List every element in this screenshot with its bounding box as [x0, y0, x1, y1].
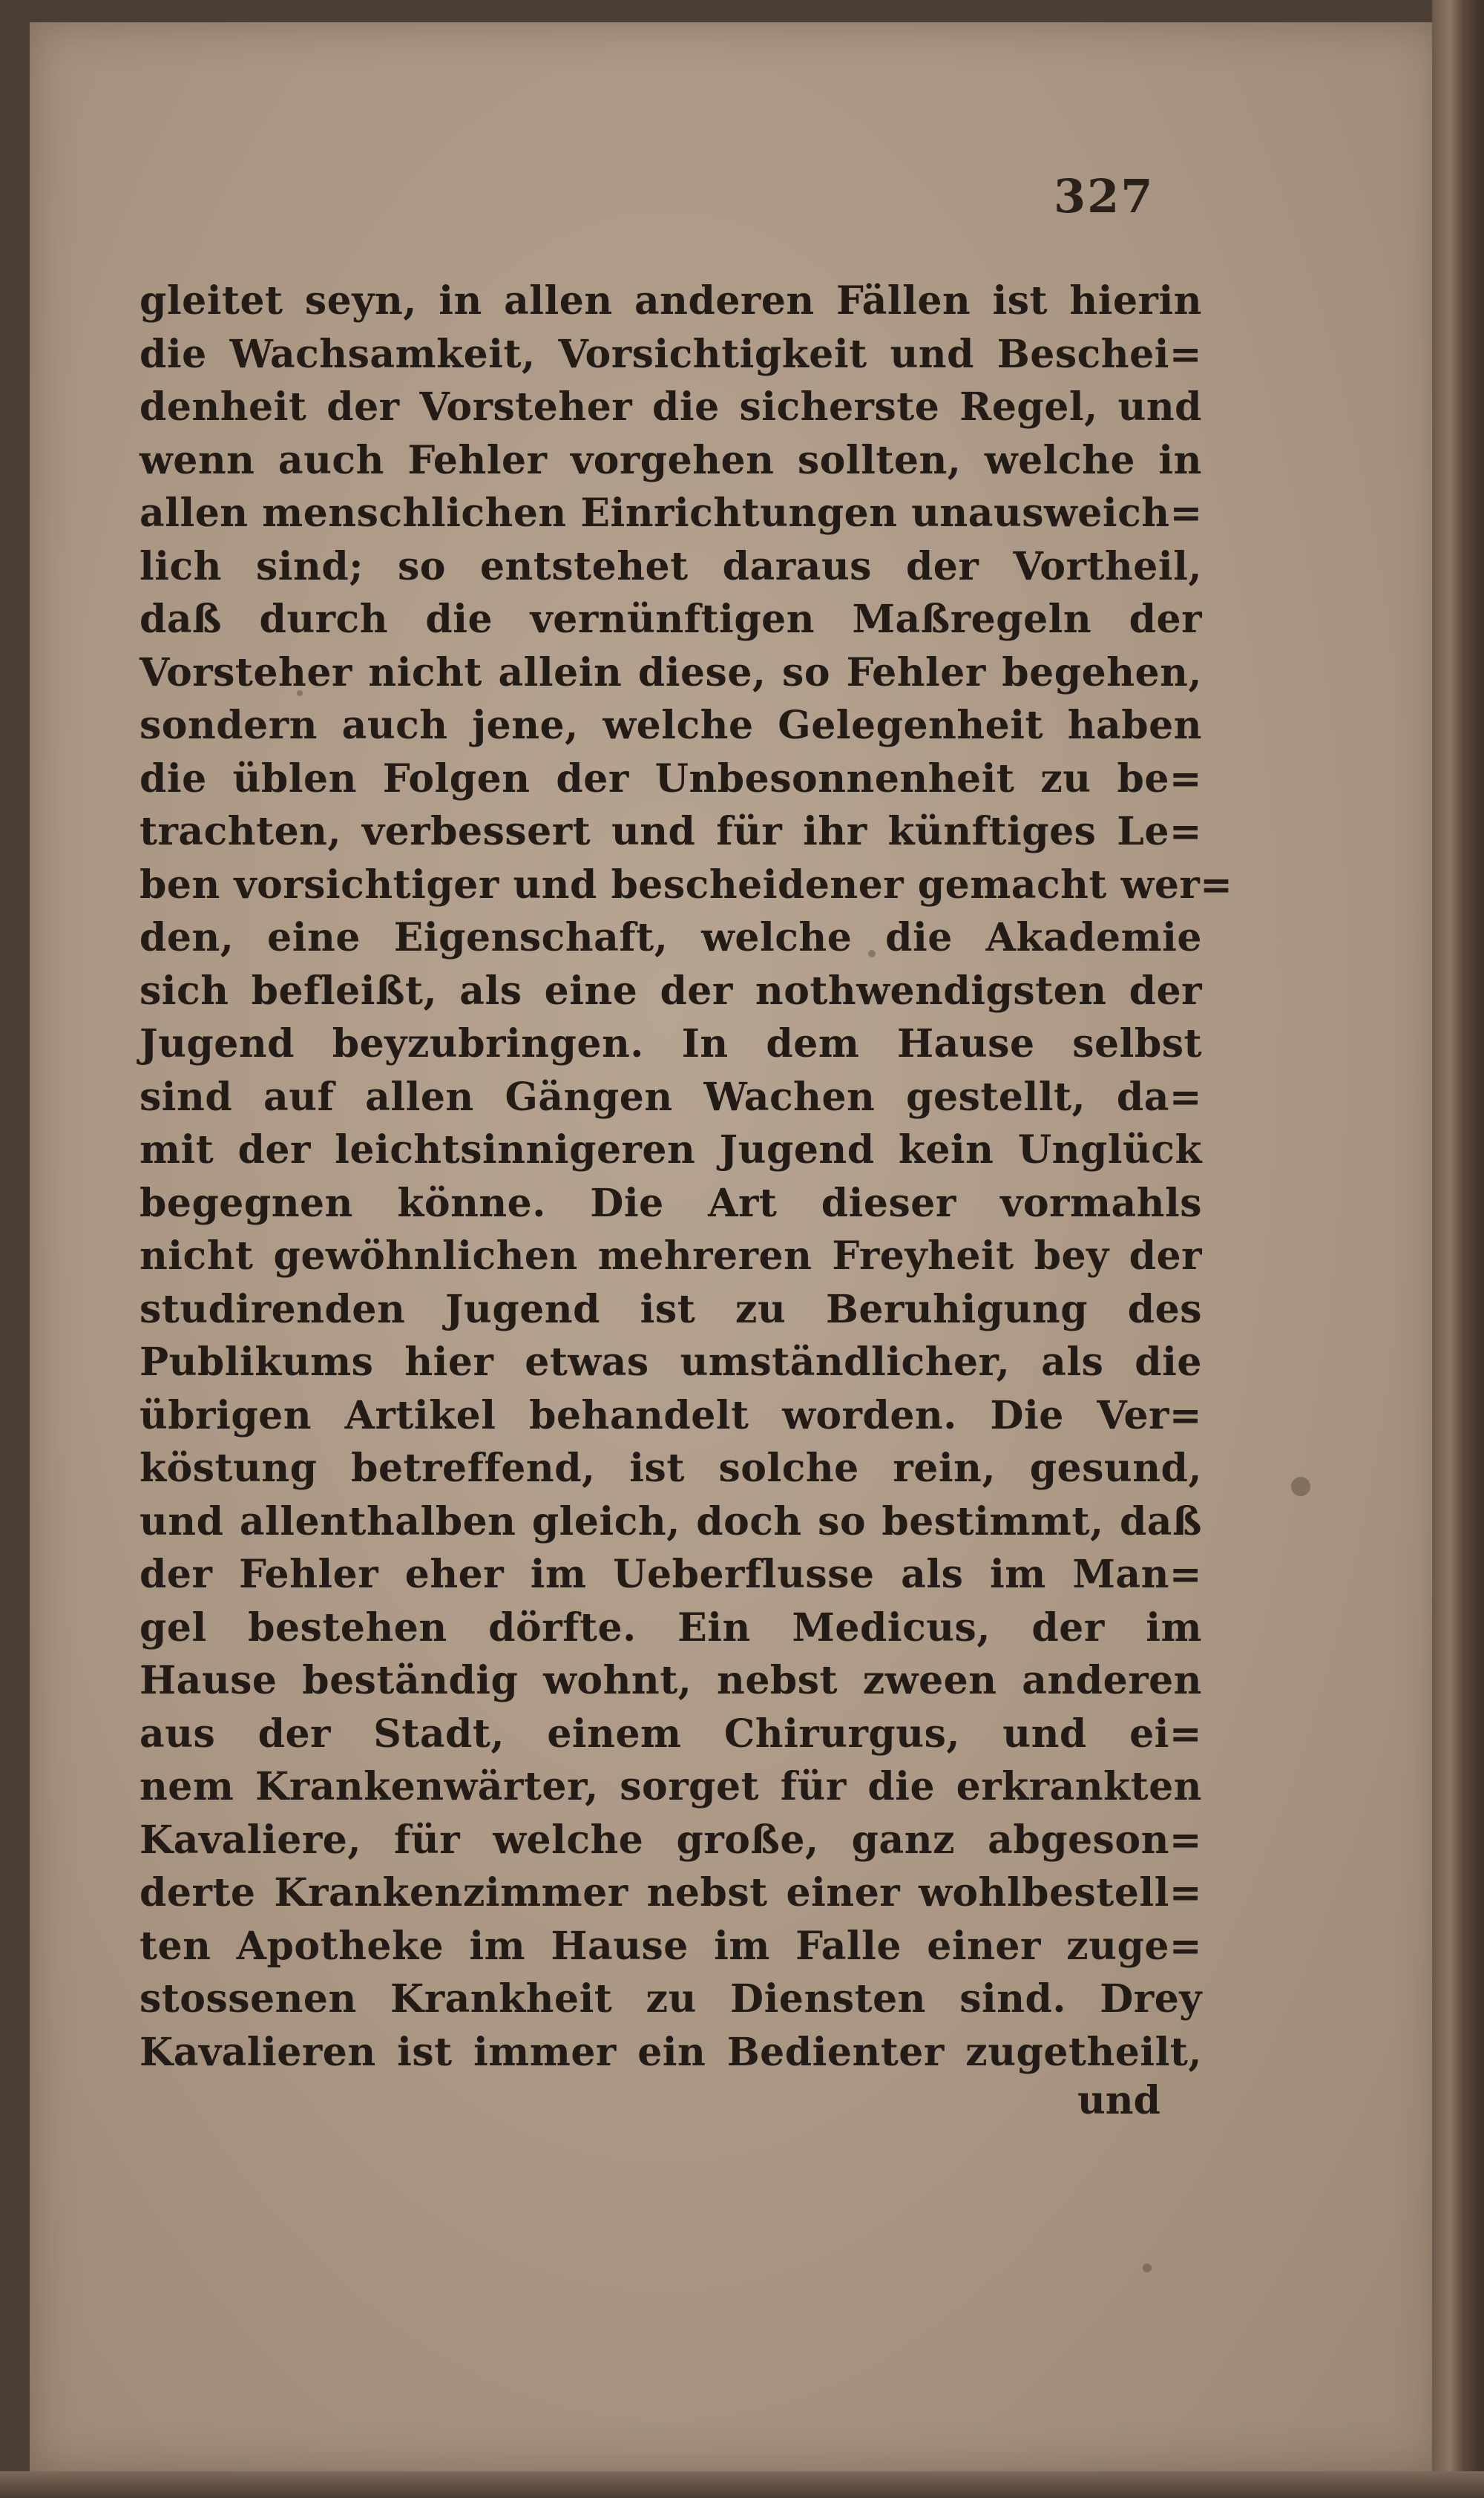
text-line: ben vorsichtiger und bescheidener gemacht wer=	[139, 862, 1233, 908]
text-line: Kavaliere, für welche große, ganz abgeson=	[139, 1817, 1202, 1863]
text-line: ten Apotheke im Hause im Falle einer zuge=	[139, 1923, 1202, 1969]
text-line: gleitet seyn, in allen anderen Fällen ist hierin	[139, 278, 1202, 324]
text-line: nicht gewöhnlichen mehreren Freyheit bey der	[139, 1233, 1202, 1279]
text-line: mit der leichtsinnigeren Jugend kein Unglück	[139, 1127, 1202, 1173]
text-line: derte Krankenzimmer nebst einer wohlbestell=	[139, 1870, 1202, 1915]
text-line: begegnen könne. Die Art dieser vormahls	[139, 1180, 1202, 1226]
text-line: sind auf allen Gängen Wachen gestellt, da=	[139, 1074, 1202, 1120]
text-line: studirenden Jugend ist zu Beruhigung des	[139, 1286, 1202, 1332]
text-line: denheit der Vorsteher die sicherste Regel, und	[139, 384, 1202, 430]
text-line: den, eine Eigenschaft, welche die Akademie	[139, 915, 1202, 960]
text-line: übrigen Artikel behandelt worden. Die Ver=	[139, 1392, 1202, 1438]
page-number: 327	[1054, 169, 1155, 223]
text-line: Kavalieren ist immer ein Bedienter zugetheilt,	[139, 2029, 1202, 2075]
text-line: gel bestehen dörfte. Ein Medicus, der im	[139, 1604, 1202, 1650]
text-line: sondern auch jene, welche Gelegenheit haben	[139, 703, 1202, 748]
catchword: und	[1077, 2078, 1160, 2123]
text-line: köstung betreffend, ist solche rein, gesund,	[139, 1446, 1202, 1491]
text-line: allen menschlichen Einrichtungen unausweich=	[139, 491, 1203, 536]
text-line: stossenen Krankheit zu Diensten sind. Drey	[139, 1976, 1202, 2022]
text-line: Hause beständig wohnt, nebst zween anderen	[139, 1658, 1202, 1703]
text-line: trachten, verbessert und für ihr künftiges Le=	[139, 809, 1202, 854]
paper-stain	[1143, 2263, 1152, 2272]
text-line: Vorsteher nicht allein diese, so Fehler begehen,	[139, 649, 1202, 695]
text-line: wenn auch Fehler vorgehen sollten, welche in	[139, 437, 1202, 483]
text-line: daß durch die vernünftigen Maßregeln der	[139, 597, 1202, 642]
paper-stain	[1291, 1477, 1310, 1496]
text-line: und allenthalben gleich, doch so bestimmt, daß	[139, 1498, 1202, 1544]
text-line: lich sind; so entstehet daraus der Vortheil,	[139, 543, 1202, 589]
text-line: aus der Stadt, einem Chirurgus, und ei=	[139, 1711, 1202, 1757]
text-line: der Fehler eher im Ueberflusse als im Man=	[139, 1552, 1202, 1597]
text-line: sich befleißt, als eine der nothwendigsten der	[139, 968, 1202, 1014]
text-line: die üblen Folgen der Unbesonnenheit zu be=	[139, 755, 1202, 801]
book-bottom-edge	[0, 2471, 1484, 2498]
body-text	[139, 275, 1233, 2079]
text-line: Publikums hier etwas umständlicher, als die	[139, 1340, 1202, 1385]
text-line: die Wachsamkeit, Vorsichtigkeit und Beschei=	[139, 331, 1202, 377]
text-line: nem Krankenwärter, sorget für die erkrankten	[139, 1764, 1202, 1809]
book-page-edge	[1432, 0, 1484, 2498]
text-line: Jugend beyzubringen. In dem Hause selbst	[139, 1021, 1202, 1066]
